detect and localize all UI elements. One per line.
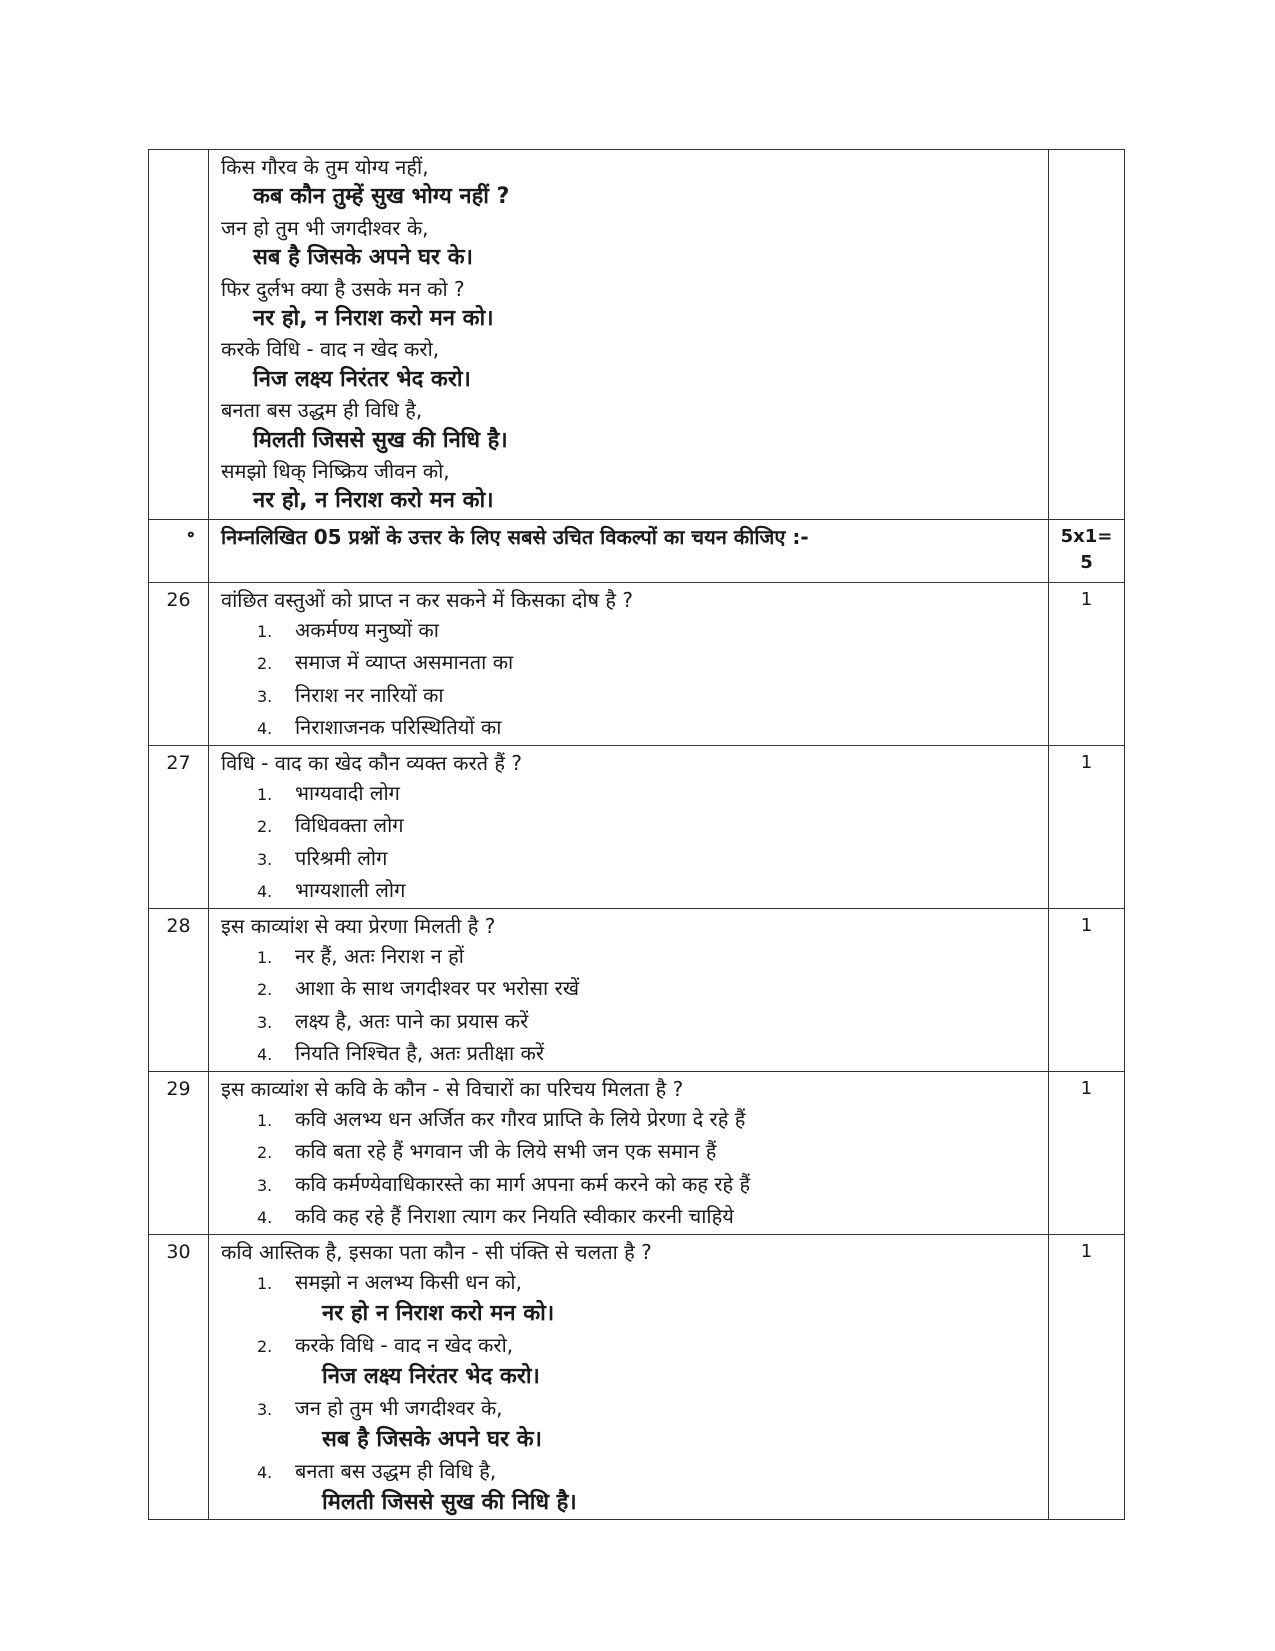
option-number: 2. [257, 1143, 273, 1163]
option-text: करके विधि - वाद न खेद करो, [295, 1332, 514, 1357]
option-item [257, 615, 1048, 648]
question-row [149, 582, 1125, 745]
question-text: वांछित वस्तुओं को प्राप्त न कर सकने में किसका दोष है ? [221, 587, 634, 612]
question-text: विधि - वाद का खेद कौन व्यक्त करते हैं ? [221, 750, 523, 775]
question-text: कवि आस्तिक है, इसका पता कौन - सी पंक्ति से चलता है ? [221, 1239, 652, 1264]
instruction-marks-cell [1049, 519, 1125, 582]
option-text: कवि अलभ्य धन अर्जित कर गौरव प्राप्ति के लिये प्रेरणा दे रहे हैं [295, 1106, 746, 1131]
poem-line: मिलती जिससे सुख की निधि है। [253, 427, 508, 453]
instruction-cell [187, 519, 1049, 582]
option-number: 4. [257, 1045, 273, 1065]
option-text: आशा के साथ जगदीश्वर पर भरोसा रखें [295, 976, 580, 1001]
option-bold-line: निज लक्ष्य निरंतर भेद करो। [322, 1364, 540, 1390]
option-number: 3. [257, 1399, 273, 1419]
option-item [257, 973, 1048, 1006]
option-text: समझो न अलभ्य किसी धन को, [295, 1269, 522, 1294]
option-item [257, 1006, 1048, 1039]
option-number: 4. [257, 1462, 273, 1482]
question-marks: 1 [1049, 908, 1125, 1071]
option-bold-line: नर हो न निराश करो मन को। [322, 1301, 555, 1327]
option-text: निराश नर नारियों का [295, 682, 444, 707]
option-item [257, 1038, 1048, 1071]
question-text: इस काव्यांश से क्या प्रेरणा मिलती है ? [221, 913, 496, 938]
option-text: भाग्यवादी लोग [295, 780, 400, 805]
option-number: 1. [257, 1110, 273, 1130]
question-number: 30 [149, 1234, 209, 1519]
option-text: निराशाजनक परिस्थितियों का [295, 715, 502, 740]
poem-line: निज लक्ष्य निरंतर भेद करो। [253, 366, 471, 392]
option-text: अकर्मण्य मनुष्यों का [295, 617, 439, 642]
option-number: 4. [257, 1208, 273, 1228]
option-text: कवि बता रहे हैं भगवान जी के लिये सभी जन एक समान हैं [295, 1139, 717, 1164]
question-cell [209, 908, 1049, 1071]
option-number: 4. [257, 882, 273, 902]
option-text: जन हो तुम भी जगदीश्वर के, [295, 1395, 503, 1420]
option-item [257, 1456, 1048, 1519]
question-number: 28 [149, 908, 209, 1071]
question-marks: 1 [1049, 582, 1125, 745]
option-number: 1. [257, 1273, 273, 1293]
option-number: 3. [257, 686, 273, 706]
option-text: कवि कर्मण्येवाधिकारस्ते का मार्ग अपना कर्म करने को कह रहे हैं [295, 1171, 751, 1196]
option-item [257, 1267, 1048, 1330]
option-number: 1. [257, 947, 273, 967]
option-bold-line: सब है जिसके अपने घर के। [322, 1427, 542, 1453]
question-row [149, 1234, 1125, 1519]
option-list [221, 615, 1048, 745]
option-number: 3. [257, 1012, 273, 1032]
option-item [257, 1393, 1048, 1456]
instruction-row [149, 519, 1125, 582]
poem-line: नर हो, न निराश करो मन को। [253, 306, 494, 332]
option-item [257, 843, 1048, 876]
option-list [221, 1267, 1048, 1519]
option-text: विधिवक्ता लोग [295, 813, 404, 838]
poem-line: जन हो तुम भी जगदीश्वर के, [221, 215, 429, 240]
poem-line: नर हो, न निराश करो मन को। [253, 488, 494, 514]
option-number: 1. [257, 784, 273, 804]
instruction-marks-line: 5x1= [1060, 525, 1113, 547]
option-text: नर हैं, अतः निराश न हों [295, 943, 464, 968]
question-row [149, 908, 1125, 1071]
poem-cell [209, 150, 1049, 520]
option-number: 3. [257, 1175, 273, 1195]
option-number: 1. [257, 621, 273, 641]
option-number: 2. [257, 817, 273, 837]
option-number: 3. [257, 849, 273, 869]
poem-marks-cell [1049, 150, 1125, 520]
question-cell [209, 582, 1049, 745]
option-text: भाग्यशाली लोग [295, 878, 406, 903]
option-text: नियति निश्चित है, अतः प्रतीक्षा करें [295, 1041, 545, 1066]
option-number: 4. [257, 719, 273, 739]
option-number: 2. [257, 980, 273, 1000]
option-list [221, 778, 1048, 908]
option-item [257, 712, 1048, 745]
poem-line: समझो धिक् निष्क्रिय जीवन को, [221, 459, 450, 484]
question-number: 29 [149, 1071, 209, 1234]
option-list [221, 941, 1048, 1071]
question-table [148, 149, 1125, 1520]
option-item [257, 1169, 1048, 1202]
poem-line: किस गौरव के तुम योग्य नहीं, [221, 155, 429, 179]
option-item [257, 680, 1048, 713]
option-item [257, 1136, 1048, 1169]
option-item [257, 1201, 1048, 1234]
option-bold-line: मिलती जिससे सुख की निधि है। [322, 1490, 577, 1516]
question-marks: 1 [1049, 745, 1125, 908]
question-marks: 1 [1049, 1234, 1125, 1519]
option-text: बनता बस उद्धम ही विधि है, [295, 1458, 497, 1483]
instruction-marks-line: 5 [1080, 551, 1093, 573]
poem-line: करके विधि - वाद न खेद करो, [221, 337, 440, 362]
poem-number-cell [149, 150, 209, 520]
option-item [257, 941, 1048, 974]
question-cell [209, 745, 1049, 908]
option-text: कवि कह रहे हैं निराशा त्याग कर नियति स्वीकार करनी चाहिये [295, 1204, 734, 1229]
option-item [257, 778, 1048, 811]
instruction-mark: ॰ [187, 525, 195, 547]
option-item [257, 810, 1048, 843]
option-list [221, 1104, 1048, 1234]
question-marks: 1 [1049, 1071, 1125, 1234]
question-cell [209, 1234, 1049, 1519]
option-text: समाज में व्याप्त असमानता का [295, 650, 514, 675]
instruction-text: निम्नलिखित 05 प्रश्नों के उत्तर के लिए सबसे उचित विकल्पों का चयन कीजिए :- [221, 524, 809, 549]
option-item [257, 1330, 1048, 1393]
option-item [257, 875, 1048, 908]
question-cell [209, 1071, 1049, 1234]
question-row [149, 745, 1125, 908]
option-text: परिश्रमी लोग [295, 845, 388, 870]
question-number: 26 [149, 582, 209, 745]
instruction-number-cell [149, 519, 209, 582]
option-text: लक्ष्य है, अतः पाने का प्रयास करें [295, 1008, 529, 1033]
question-text: इस काव्यांश से कवि के कौन - से विचारों का परिचय मिलता है ? [221, 1076, 684, 1101]
poem-line: कब कौन तुम्हें सुख भोग्य नहीं ? [253, 184, 510, 210]
option-number: 2. [257, 654, 273, 674]
option-item [257, 647, 1048, 680]
poem-row [149, 150, 1125, 520]
option-item [257, 1104, 1048, 1137]
option-number: 2. [257, 1336, 273, 1356]
question-number: 27 [149, 745, 209, 908]
question-row [149, 1071, 1125, 1234]
poem-line: फिर दुर्लभ क्या है उसके मन को ? [221, 276, 465, 301]
poem-line: सब है जिसके अपने घर के। [253, 245, 473, 271]
poem-line: बनता बस उद्धम ही विधि है, [221, 398, 423, 423]
